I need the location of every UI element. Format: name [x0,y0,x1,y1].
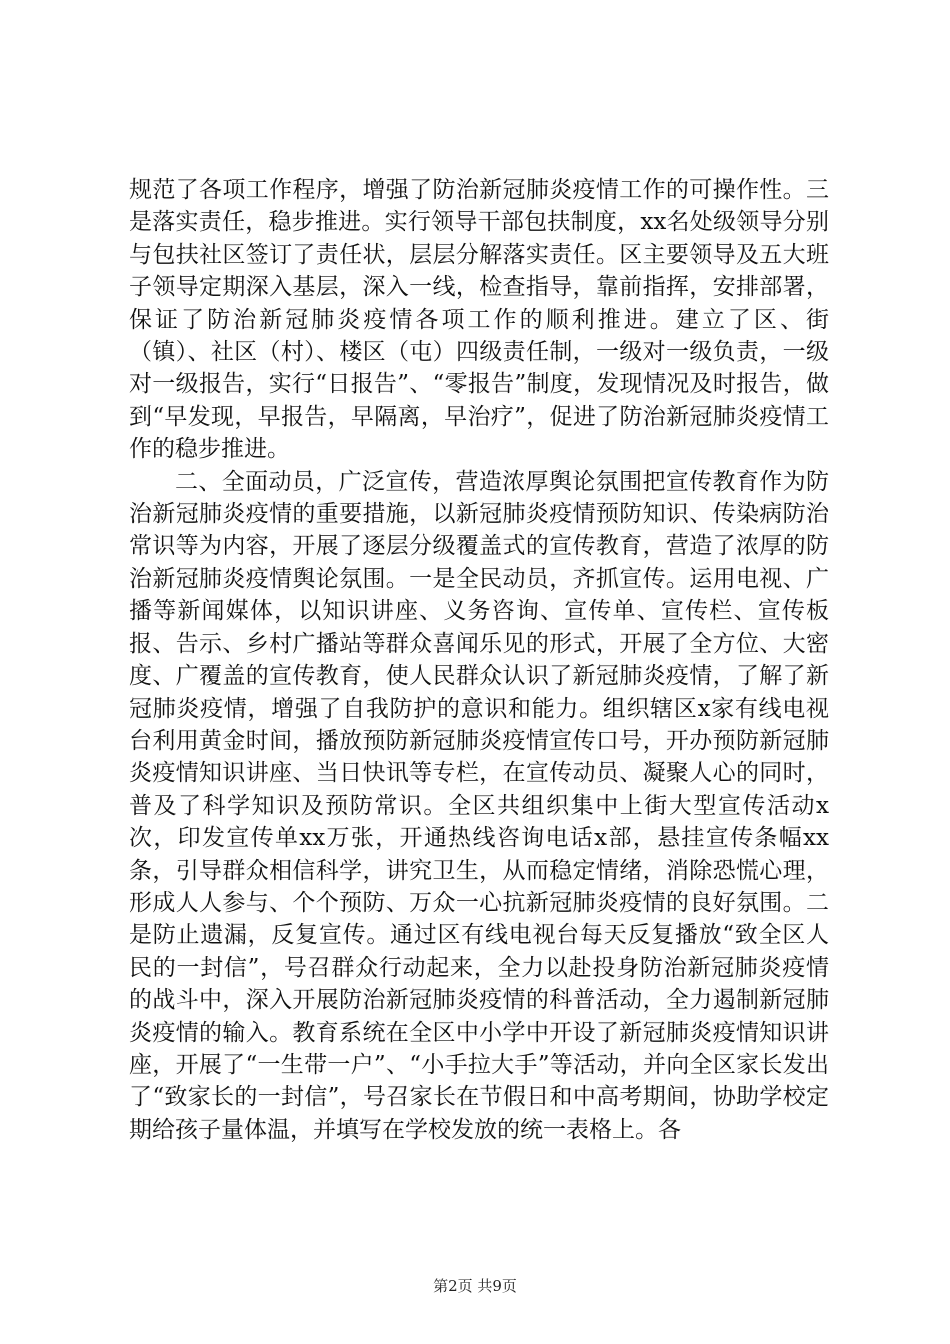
paragraph-1: 规范了各项工作程序，增强了防治新冠肺炎疫情工作的可操作性。三是落实责任，稳步推进。实行领导干部包扶制度，xx名处级领导分别与包扶社区签订了责任状，层层分解落实责任。区主要领导及五大班子领导定期深入基层，深入一线，检查指导，靠前指挥，安排部署，保证了防治新冠肺炎疫情各项工作的顺利推进。建立了区、街（镇）、社区（村）、楼区（屯）四级责任制，一级对一级负责，一级对一级报告，实行“日报告”、“零报告”制度，发现情况及时报告，做到“早发现，早报告，早隔离，早治疗”，促进了防治新冠肺炎疫情工作的稳步推进。 [129,177,829,463]
paragraph-2: 二、全面动员，广泛宣传，营造浓厚舆论氛围把宣传教育作为防治新冠肺炎疫情的重要措施，以新冠肺炎疫情预防知识、传染病防治常识等为内容，开展了逐层分级覆盖式的宣传教育，营造了浓厚的防治新冠肺炎疫情舆论氛围。一是全民动员，齐抓宣传。运用电视、广播等新闻媒体，以知识讲座、义务咨询、宣传单、宣传栏、宣传板报、告示、乡村广播站等群众喜闻乐见的形式，开展了全方位、大密度、广覆盖的宣传教育，使人民群众认识了新冠肺炎疫情，了解了新冠肺炎疫情，增强了自我防护的意识和能力。组织辖区x家有线电视台利用黄金时间，播放预防新冠肺炎疫情宣传口号，开办预防新冠肺炎疫情知识讲座、当日快讯等专栏，在宣传动员、凝聚人心的同时，普及了科学知识及预防常识。全区共组织集中上街大型宣传活动x次，印发宣传单xx万张，开通热线咨询电话x部，悬挂宣传条幅xx条，引导群众相信科学，讲究卫生，从而稳定情绪，消除恐慌心理，形成人人参与、个个预防、万众一心抗新冠肺炎疫情的良好氛围。二是防止遗漏，反复宣传。通过区有线电视台每天反复播放“致全区人民的一封信”，号召群众行动起来，全力以赴投身防治新冠肺炎疫情的战斗中，深入开展防治新冠肺炎疫情的科普活动，全力遏制新冠肺炎疫情的输入。教育系统在全区中小学中开设了新冠肺炎疫情知识讲座，开展了“一生带一户”、“小手拉大手”等活动，并向全区家长发出了“致家长的一封信”，号召家长在节假日和中高考期间，协助学校定期给孩子量体温，并填写在学校发放的统一表格上。各 [129,468,829,1143]
page-footer: 第2页 共9页 [433,1277,517,1295]
body-text [129,174,829,1146]
